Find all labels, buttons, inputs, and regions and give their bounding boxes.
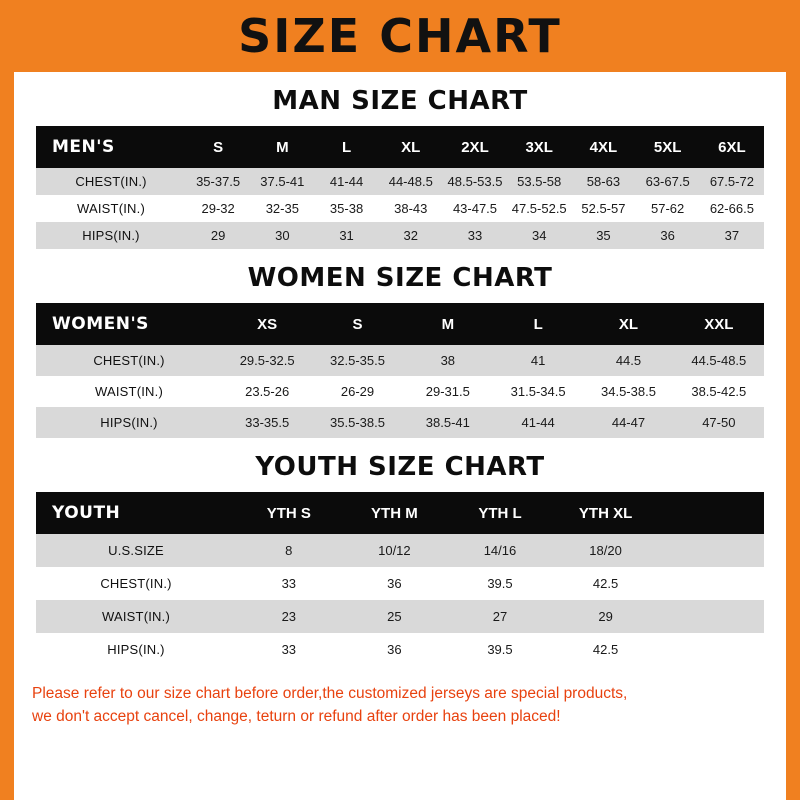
women-table-body [36, 345, 764, 438]
men-row-1-val-0: 29-32 [186, 195, 250, 222]
women-row-1-val-2: 29-31.5 [403, 376, 493, 407]
women-section-title: WOMEN SIZE CHART [247, 263, 553, 293]
youth-row-1-val-1: 36 [342, 567, 448, 600]
men-size-table [36, 126, 764, 249]
women-row-2-val-5: 47-50 [674, 407, 764, 438]
youth-row-2-val-1: 25 [342, 600, 448, 633]
men-row-2-label: HIPS(IN.) [36, 222, 186, 249]
table-row [36, 222, 764, 249]
men-col-5: 3XL [507, 126, 571, 168]
women-col-4: XL [583, 303, 673, 345]
men-row-0-val-1: 37.5-41 [250, 168, 314, 195]
youth-row-0-val-1: 10/12 [342, 534, 448, 567]
table-header-row [36, 303, 764, 345]
youth-section-title: YOUTH SIZE CHART [255, 452, 545, 482]
men-col-2: L [314, 126, 378, 168]
men-col-8: 6XL [700, 126, 764, 168]
women-row-2-val-0: 33-35.5 [222, 407, 312, 438]
table-row [36, 534, 764, 567]
men-row-0-val-0: 35-37.5 [186, 168, 250, 195]
women-col-1: S [312, 303, 402, 345]
youth-col-2: YTH L [447, 492, 553, 534]
youth-corner-label: YOUTH [36, 492, 236, 534]
men-col-7: 5XL [636, 126, 700, 168]
men-row-1-label: WAIST(IN.) [36, 195, 186, 222]
women-row-2-label: HIPS(IN.) [36, 407, 222, 438]
youth-row-0-val-3: 18/20 [553, 534, 659, 567]
men-corner-label: MEN'S [36, 126, 186, 168]
men-row-0-val-3: 44-48.5 [379, 168, 443, 195]
men-row-2-val-3: 32 [379, 222, 443, 249]
women-col-2: M [403, 303, 493, 345]
table-row [36, 376, 764, 407]
youth-row-2-val-2: 27 [447, 600, 553, 633]
women-col-5: XXL [674, 303, 764, 345]
women-section [14, 263, 786, 438]
youth-row-0-val-4 [658, 534, 764, 567]
men-table-body [36, 168, 764, 249]
women-row-1-val-3: 31.5-34.5 [493, 376, 583, 407]
youth-row-3-label: HIPS(IN.) [36, 633, 236, 666]
men-row-0-val-4: 48.5-53.5 [443, 168, 507, 195]
women-col-0: XS [222, 303, 312, 345]
women-row-0-val-2: 38 [403, 345, 493, 376]
women-row-0-val-4: 44.5 [583, 345, 673, 376]
men-row-0-val-8: 67.5-72 [700, 168, 764, 195]
youth-row-3-val-2: 39.5 [447, 633, 553, 666]
youth-row-0-label: U.S.SIZE [36, 534, 236, 567]
youth-row-1-val-4 [658, 567, 764, 600]
women-table-header [36, 303, 764, 345]
women-row-2-val-2: 38.5-41 [403, 407, 493, 438]
women-row-2-val-4: 44-47 [583, 407, 673, 438]
men-section-title: MAN SIZE CHART [272, 86, 528, 116]
youth-row-1-val-0: 33 [236, 567, 342, 600]
youth-col-1: YTH M [342, 492, 448, 534]
page-banner [14, 0, 786, 72]
youth-table-body [36, 534, 764, 666]
men-col-3: XL [379, 126, 443, 168]
youth-row-0-val-0: 8 [236, 534, 342, 567]
women-row-2-val-3: 41-44 [493, 407, 583, 438]
women-row-0-val-1: 32.5-35.5 [312, 345, 402, 376]
men-row-1-val-7: 57-62 [636, 195, 700, 222]
men-row-1-val-4: 43-47.5 [443, 195, 507, 222]
youth-col-0: YTH S [236, 492, 342, 534]
men-col-6: 4XL [571, 126, 635, 168]
men-row-0-val-6: 58-63 [571, 168, 635, 195]
footnote [32, 682, 768, 729]
table-header-row [36, 126, 764, 168]
youth-row-2-val-0: 23 [236, 600, 342, 633]
youth-size-table [36, 492, 764, 666]
youth-table-header [36, 492, 764, 534]
youth-row-2-val-4 [658, 600, 764, 633]
youth-col-3: YTH XL [553, 492, 659, 534]
women-row-1-val-1: 26-29 [312, 376, 402, 407]
table-row [36, 407, 764, 438]
youth-row-2-label: WAIST(IN.) [36, 600, 236, 633]
youth-row-1-val-3: 42.5 [553, 567, 659, 600]
men-row-2-val-0: 29 [186, 222, 250, 249]
men-section [14, 86, 786, 249]
youth-row-1-label: CHEST(IN.) [36, 567, 236, 600]
youth-row-3-val-3: 42.5 [553, 633, 659, 666]
women-corner-label: WOMEN'S [36, 303, 222, 345]
men-row-2-val-6: 35 [571, 222, 635, 249]
women-row-2-val-1: 35.5-38.5 [312, 407, 402, 438]
men-row-1-val-6: 52.5-57 [571, 195, 635, 222]
men-row-2-val-4: 33 [443, 222, 507, 249]
women-row-1-val-4: 34.5-38.5 [583, 376, 673, 407]
women-row-1-val-0: 23.5-26 [222, 376, 312, 407]
youth-row-3-val-0: 33 [236, 633, 342, 666]
men-row-1-val-5: 47.5-52.5 [507, 195, 571, 222]
youth-row-1-val-2: 39.5 [447, 567, 553, 600]
men-row-1-val-2: 35-38 [314, 195, 378, 222]
youth-row-2-val-3: 29 [553, 600, 659, 633]
men-row-2-val-5: 34 [507, 222, 571, 249]
women-size-table [36, 303, 764, 438]
table-header-row [36, 492, 764, 534]
men-row-0-val-7: 63-67.5 [636, 168, 700, 195]
men-row-2-val-7: 36 [636, 222, 700, 249]
women-row-0-val-3: 41 [493, 345, 583, 376]
men-row-2-val-1: 30 [250, 222, 314, 249]
page-title: SIZE CHART [238, 9, 562, 63]
men-col-4: 2XL [443, 126, 507, 168]
youth-row-3-val-4 [658, 633, 764, 666]
table-row [36, 600, 764, 633]
women-row-0-val-0: 29.5-32.5 [222, 345, 312, 376]
men-row-1-val-8: 62-66.5 [700, 195, 764, 222]
men-row-0-val-2: 41-44 [314, 168, 378, 195]
table-row [36, 567, 764, 600]
table-row [36, 168, 764, 195]
men-row-2-val-8: 37 [700, 222, 764, 249]
men-table-header [36, 126, 764, 168]
table-row [36, 633, 764, 666]
footnote-line-1: Please refer to our size chart before order,the customized jerseys are special products, [32, 685, 628, 702]
youth-row-3-val-1: 36 [342, 633, 448, 666]
youth-row-0-val-2: 14/16 [447, 534, 553, 567]
women-col-3: L [493, 303, 583, 345]
table-row [36, 345, 764, 376]
men-row-1-val-1: 32-35 [250, 195, 314, 222]
women-row-0-val-5: 44.5-48.5 [674, 345, 764, 376]
men-col-1: M [250, 126, 314, 168]
table-row [36, 195, 764, 222]
men-row-0-label: CHEST(IN.) [36, 168, 186, 195]
men-col-0: S [186, 126, 250, 168]
youth-col-4 [658, 492, 764, 534]
men-row-2-val-2: 31 [314, 222, 378, 249]
footnote-line-2: we don't accept cancel, change, teturn or refund after order has been placed! [32, 708, 561, 726]
women-row-1-label: WAIST(IN.) [36, 376, 222, 407]
women-row-0-label: CHEST(IN.) [36, 345, 222, 376]
women-row-1-val-5: 38.5-42.5 [674, 376, 764, 407]
men-row-0-val-5: 53.5-58 [507, 168, 571, 195]
youth-section [14, 452, 786, 666]
men-row-1-val-3: 38-43 [379, 195, 443, 222]
